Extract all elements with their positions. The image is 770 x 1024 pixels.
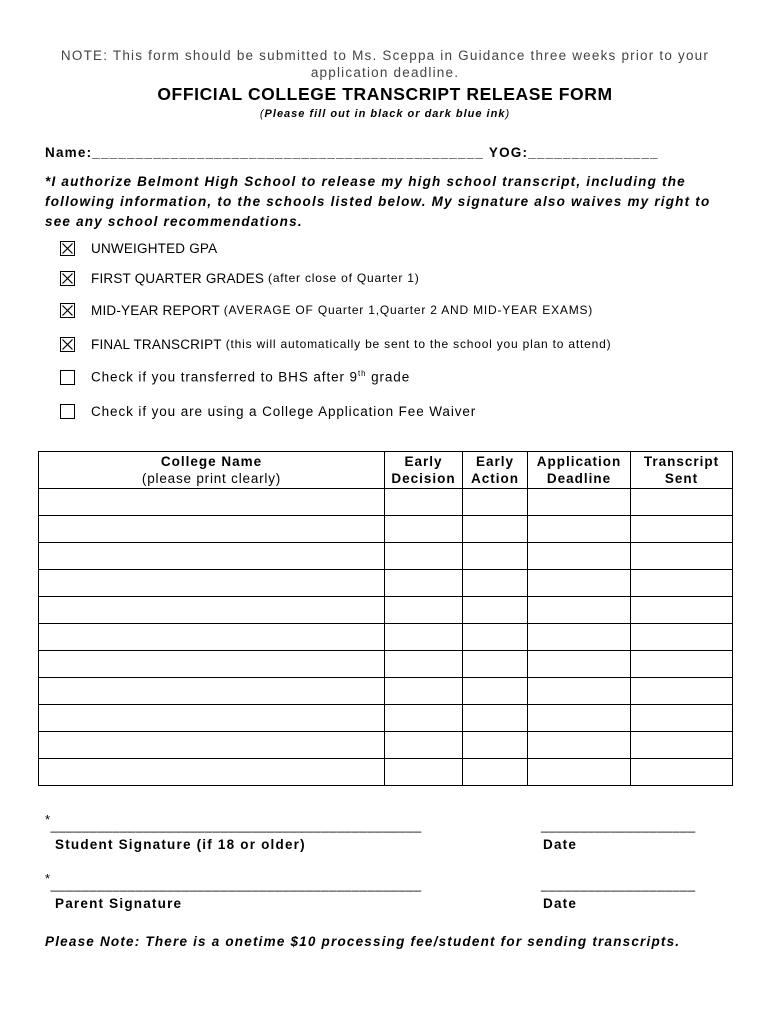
cell-early-decision[interactable] bbox=[385, 597, 463, 624]
cell-early-action[interactable] bbox=[463, 705, 528, 732]
cell-early-action[interactable] bbox=[463, 678, 528, 705]
name-yog-row bbox=[45, 145, 725, 160]
cell-early-action[interactable] bbox=[463, 543, 528, 570]
checkbox-fee-waiver[interactable] bbox=[60, 404, 75, 419]
cell-college-name[interactable] bbox=[39, 759, 385, 786]
cell-early-decision[interactable] bbox=[385, 759, 463, 786]
cell-early-action[interactable] bbox=[463, 570, 528, 597]
cell-transcript-sent[interactable] bbox=[631, 570, 733, 597]
cell-early-decision[interactable] bbox=[385, 570, 463, 597]
checkbox-mid-year-report[interactable] bbox=[60, 303, 75, 318]
x-mark-icon bbox=[61, 242, 74, 255]
cell-early-action[interactable] bbox=[463, 489, 528, 516]
cell-transcript-sent[interactable] bbox=[631, 732, 733, 759]
cell-transcript-sent[interactable] bbox=[631, 678, 733, 705]
cell-application-deadline[interactable] bbox=[528, 759, 631, 786]
x-mark-icon bbox=[61, 338, 74, 351]
table-row bbox=[39, 570, 733, 597]
cell-application-deadline[interactable] bbox=[528, 732, 631, 759]
cell-application-deadline[interactable] bbox=[528, 705, 631, 732]
header-early-action: Early Action bbox=[463, 452, 528, 489]
parent-date-line[interactable]: ____________________ bbox=[541, 877, 696, 892]
cell-application-deadline[interactable] bbox=[528, 543, 631, 570]
cell-early-decision[interactable] bbox=[385, 516, 463, 543]
checkbox-transferred[interactable] bbox=[60, 370, 75, 385]
table-row bbox=[39, 597, 733, 624]
option-transferred-after-9th[interactable] bbox=[60, 368, 410, 386]
yog-label: YOG: bbox=[488, 145, 529, 160]
cell-early-decision[interactable] bbox=[385, 705, 463, 732]
cell-college-name[interactable] bbox=[39, 570, 385, 597]
header-transcript-sent: Transcript Sent bbox=[631, 452, 733, 489]
cell-college-name[interactable] bbox=[39, 624, 385, 651]
option-label: UNWEIGHTED GPA bbox=[91, 240, 218, 256]
cell-early-action[interactable] bbox=[463, 624, 528, 651]
table-row bbox=[39, 543, 733, 570]
table-row bbox=[39, 759, 733, 786]
cell-college-name[interactable] bbox=[39, 543, 385, 570]
x-mark-icon bbox=[61, 272, 74, 285]
ink-instruction: (Please fill out in black or dark blue ink) bbox=[259, 108, 511, 120]
checkbox-unweighted-gpa[interactable] bbox=[60, 241, 75, 256]
checkbox-first-quarter-grades[interactable] bbox=[60, 271, 75, 286]
cell-application-deadline[interactable] bbox=[528, 597, 631, 624]
cell-transcript-sent[interactable] bbox=[631, 543, 733, 570]
cell-early-decision[interactable] bbox=[385, 489, 463, 516]
cell-early-action[interactable] bbox=[463, 732, 528, 759]
cell-early-action[interactable] bbox=[463, 516, 528, 543]
student-date-label: Date bbox=[543, 837, 578, 852]
cell-early-action[interactable] bbox=[463, 651, 528, 678]
cell-transcript-sent[interactable] bbox=[631, 705, 733, 732]
option-label: FIRST QUARTER GRADES bbox=[91, 270, 265, 286]
header-college-name: College Name (please print clearly) bbox=[39, 452, 385, 489]
cell-early-decision[interactable] bbox=[385, 543, 463, 570]
parent-signature-label: Parent Signature bbox=[55, 896, 183, 911]
cell-early-action[interactable] bbox=[463, 597, 528, 624]
yog-field[interactable]: _______________ bbox=[528, 145, 659, 160]
option-label: FINAL TRANSCRIPT bbox=[91, 336, 222, 352]
table-row bbox=[39, 624, 733, 651]
cell-college-name[interactable] bbox=[39, 597, 385, 624]
cell-college-name[interactable] bbox=[39, 651, 385, 678]
student-signature-line[interactable]: *________________________________________________ bbox=[45, 812, 422, 833]
cell-college-name[interactable] bbox=[39, 516, 385, 543]
cell-early-decision[interactable] bbox=[385, 732, 463, 759]
table-row bbox=[39, 489, 733, 516]
student-signature-label: Student Signature (if 18 or older) bbox=[55, 837, 306, 852]
option-unweighted-gpa[interactable] bbox=[60, 239, 217, 257]
x-mark-icon bbox=[61, 304, 74, 317]
cell-application-deadline[interactable] bbox=[528, 570, 631, 597]
cell-transcript-sent[interactable] bbox=[631, 489, 733, 516]
authorization-statement: *I authorize Belmont High School to release my high school transcript, including the following information, to the schools listed below. My signature also waives my right to see any school recommendations. bbox=[45, 174, 711, 229]
option-final-transcript[interactable] bbox=[60, 335, 611, 353]
option-label: Check if you are using a College Application Fee Waiver bbox=[91, 403, 477, 419]
option-mid-year-report[interactable] bbox=[60, 301, 593, 319]
cell-early-decision[interactable] bbox=[385, 678, 463, 705]
cell-college-name[interactable] bbox=[39, 678, 385, 705]
table-row bbox=[39, 516, 733, 543]
option-label: MID-YEAR REPORT bbox=[91, 302, 220, 318]
cell-college-name[interactable] bbox=[39, 732, 385, 759]
college-table bbox=[38, 451, 733, 786]
parent-signature-line[interactable]: *________________________________________________ bbox=[45, 871, 422, 892]
option-label: Check if you transferred to BHS after 9th grade bbox=[91, 369, 411, 385]
processing-fee-note: Please Note: There is a onetime $10 processing fee/student for sending transcripts. bbox=[45, 934, 681, 949]
student-date-line[interactable]: ____________________ bbox=[541, 818, 696, 833]
checkbox-final-transcript[interactable] bbox=[60, 337, 75, 352]
ink-instruction-text: Please fill out in black or dark blue ink bbox=[264, 108, 506, 120]
option-first-quarter-grades[interactable] bbox=[60, 269, 420, 287]
cell-college-name[interactable] bbox=[39, 489, 385, 516]
cell-early-action[interactable] bbox=[463, 759, 528, 786]
cell-transcript-sent[interactable] bbox=[631, 516, 733, 543]
form-title: OFFICIAL COLLEGE TRANSCRIPT RELEASE FORM bbox=[157, 84, 613, 104]
name-label: Name: bbox=[45, 145, 93, 160]
guidance-note: NOTE: This form should be submitted to Ms. Sceppa in Guidance three weeks prior to your application deadline. bbox=[60, 48, 710, 80]
cell-application-deadline[interactable] bbox=[528, 678, 631, 705]
parent-date-label: Date bbox=[543, 896, 578, 911]
cell-transcript-sent[interactable] bbox=[631, 759, 733, 786]
cell-application-deadline[interactable] bbox=[528, 516, 631, 543]
table-row bbox=[39, 732, 733, 759]
option-detail: (this will automatically be sent to the school you plan to attend) bbox=[225, 337, 612, 351]
header-application-deadline: Application Deadline bbox=[528, 452, 631, 489]
option-detail: (AVERAGE OF Quarter 1,Quarter 2 AND MID-YEAR EXAMS) bbox=[223, 303, 594, 317]
cell-early-decision[interactable] bbox=[385, 624, 463, 651]
table-header-row bbox=[39, 452, 733, 489]
name-field[interactable]: _____________________________________________ bbox=[92, 145, 485, 160]
table-row bbox=[39, 678, 733, 705]
cell-college-name[interactable] bbox=[39, 705, 385, 732]
cell-transcript-sent[interactable] bbox=[631, 651, 733, 678]
table-row bbox=[39, 705, 733, 732]
cell-transcript-sent[interactable] bbox=[631, 624, 733, 651]
cell-application-deadline[interactable] bbox=[528, 651, 631, 678]
table-row bbox=[39, 651, 733, 678]
cell-transcript-sent[interactable] bbox=[631, 597, 733, 624]
cell-application-deadline[interactable] bbox=[528, 624, 631, 651]
header-early-decision: Early Decision bbox=[385, 452, 463, 489]
cell-early-decision[interactable] bbox=[385, 651, 463, 678]
cell-application-deadline[interactable] bbox=[528, 489, 631, 516]
option-detail: (after close of Quarter 1) bbox=[268, 271, 420, 285]
option-fee-waiver[interactable] bbox=[60, 402, 476, 420]
